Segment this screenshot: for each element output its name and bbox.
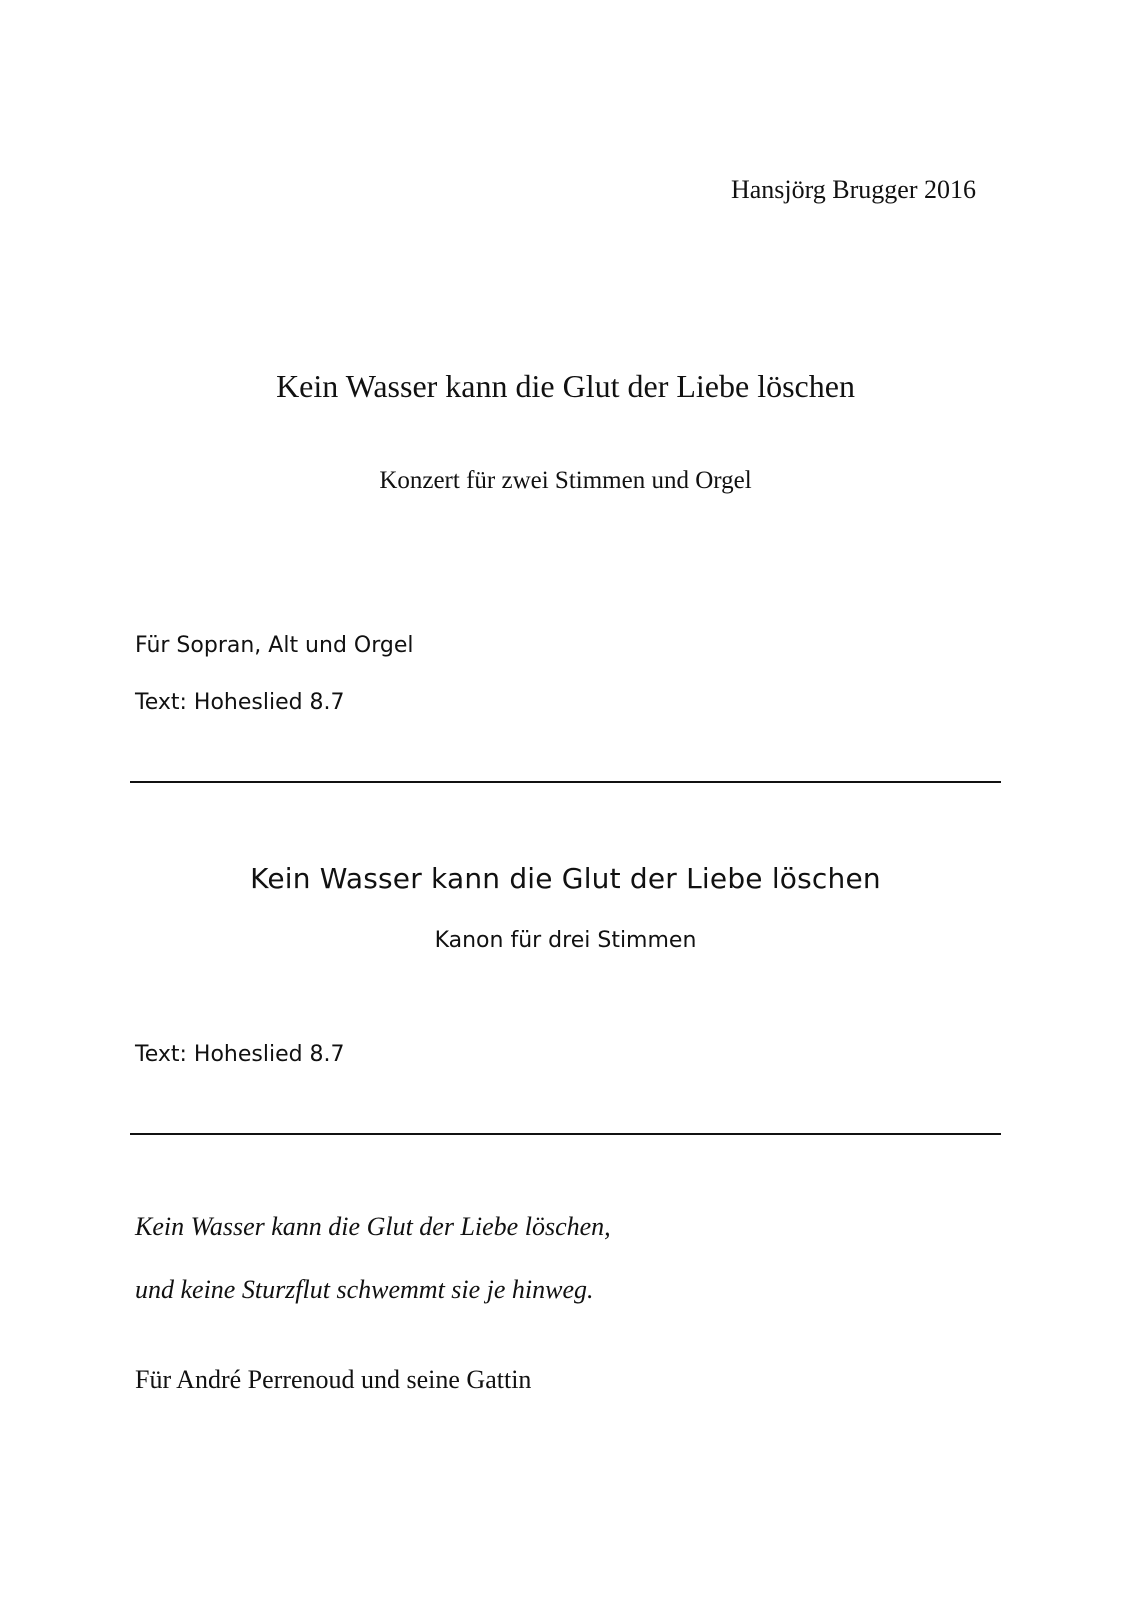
author-year: Hansjörg Brugger 2016 (730, 175, 976, 204)
work1-scoring: Für Sopran, Alt und Orgel (135, 633, 414, 658)
work2-text-source: Text: Hoheslied 8.7 (135, 1042, 345, 1067)
verse-line-2: und keine Sturzflut schwemmt sie je hinweg. (135, 1275, 594, 1304)
work2-title: Kein Wasser kann die Glut der Liebe löschen (250, 862, 881, 895)
work2-subtitle: Kanon für drei Stimmen (434, 928, 697, 953)
divider-1 (130, 781, 1001, 783)
dedication: Für André Perrenoud und seine Gattin (135, 1365, 532, 1394)
divider-2 (130, 1133, 1001, 1135)
work1-subtitle: Konzert für zwei Stimmen und Orgel (379, 467, 752, 494)
work1-title: Kein Wasser kann die Glut der Liebe löschen (276, 368, 855, 404)
work1-text-source: Text: Hoheslied 8.7 (135, 690, 345, 715)
verse-line-1: Kein Wasser kann die Glut der Liebe löschen, (135, 1212, 611, 1241)
